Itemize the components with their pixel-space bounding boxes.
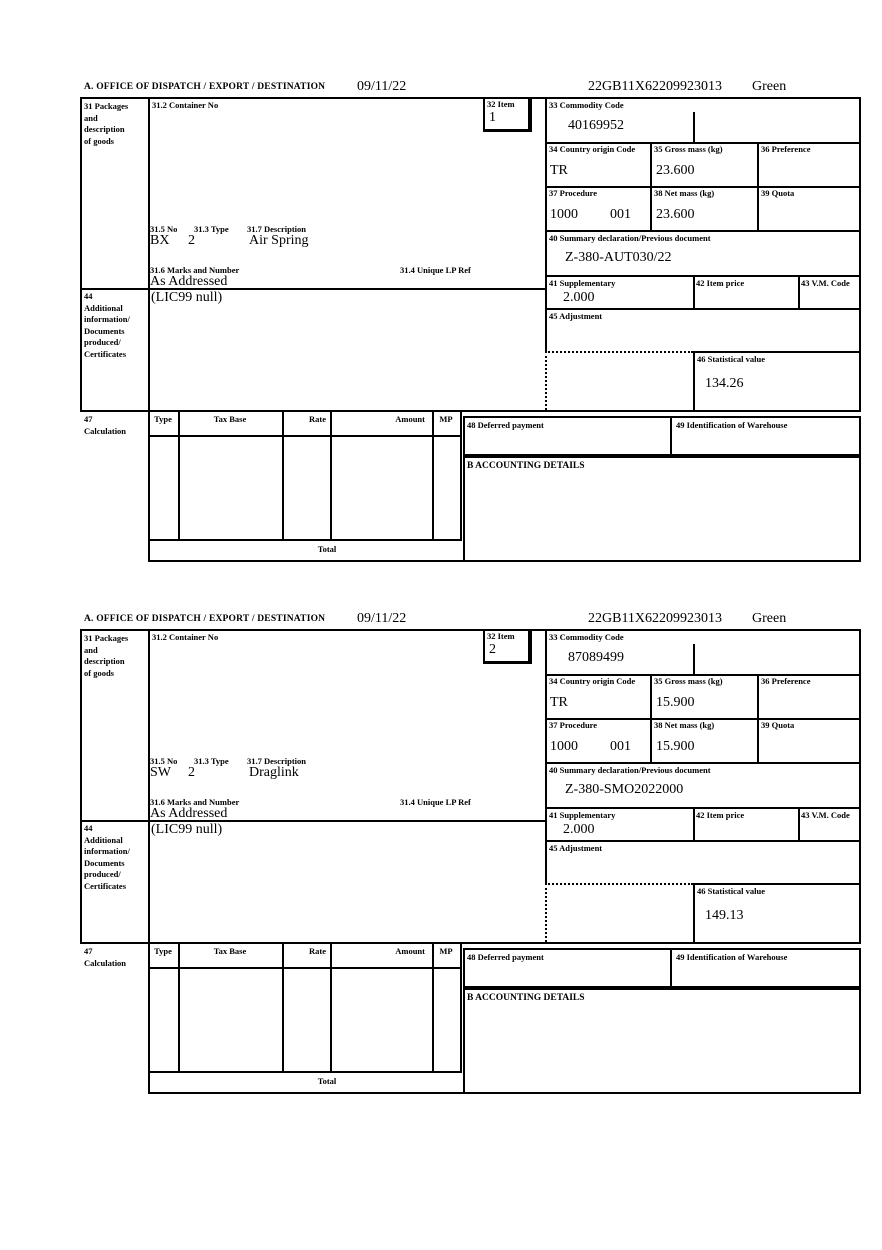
calc-col-tax-base: Tax Base [213,946,247,956]
office-of-dispatch-label: A. OFFICE OF DISPATCH / EXPORT / DESTINATION [84,82,326,92]
form-line-row41-top [545,807,861,809]
net-mass-value: 15.900 [656,739,695,754]
item-label: 32 Item [487,631,515,641]
country-origin-label: 34 Country origin Code [549,144,636,154]
packages-description-label: 31 Packages and description of goods [84,633,129,678]
packages-type-value: 2 [188,765,195,780]
statistical-value-label: 46 Statistical value [697,354,765,364]
preference-label: 36 Preference [761,676,811,686]
summary-declaration-label: 40 Summary declaration/Previous document [549,765,711,775]
form-line-row45-top [545,840,861,842]
container-no-label: 31.2 Container No [152,100,219,110]
country-origin-value: TR [550,163,568,178]
form-line-col36-left [757,674,759,762]
form-line-calc-top [80,942,861,944]
packages-no-value: BX [150,233,170,248]
calc-line-table-bottom [148,1071,462,1073]
commodity-code-divider [693,644,695,674]
additional-information-label: 44 Additional information/ Documents produced/ Certificates [84,291,130,359]
total-row-left [148,1071,150,1094]
packages-no-label: 31.5 No [150,224,178,234]
unique-lp-ref-label: 31.4 Unique LP Ref [400,797,471,807]
commodity-code-label: 33 Commodity Code [549,100,624,110]
form-line-col43-left [798,275,800,308]
item-number-value: 2 [489,642,496,657]
calc-line-table-right [460,942,462,1071]
procedure-label: 37 Procedure [549,720,598,730]
declaration-reference: 22GB11X62209923013 [588,79,723,94]
warehouse-identification-label: 49 Identification of Warehouse [676,952,788,962]
calc-line-rate-left [282,410,284,539]
commodity-code-value: 40169952 [568,118,624,133]
calc-col-amount: Amount [395,414,425,424]
form-line-left [80,629,82,944]
dotted-line-horizontal [545,883,693,885]
form-line-col35-left [650,142,652,230]
gross-mass-value: 23.600 [656,163,695,178]
goods-description-value: Air Spring [249,233,309,248]
calc-line-taxbase-left [178,942,180,1071]
marks-and-number-label: 31.6 Marks and Number [150,265,240,275]
net-mass-value: 23.600 [656,207,695,222]
form-line-col42-left [693,275,695,308]
declaration-item-section [80,612,861,1094]
accounting-details-box [463,456,861,562]
summary-declaration-value: Z-380-SMO2022000 [565,782,684,797]
procedure-value-2: 001 [610,739,631,754]
calculation-label: 47 Calculation [84,414,127,436]
supplementary-label: 41 Supplementary [549,810,616,820]
gross-mass-label: 35 Gross mass (kg) [654,144,723,154]
form-line-row40-top [545,762,861,764]
calc-line-table-bottom [148,539,462,541]
deferred-payment-label: 48 Deferred payment [467,952,544,962]
total-row-left [148,539,150,562]
calc-line-mp-left [432,942,434,1071]
form-line-col43-left [798,807,800,840]
calc-line-table-right [460,410,462,539]
form-line-rightcol-left [545,629,547,883]
form-line-col42-left [693,807,695,840]
calc-line-type-left [148,410,150,539]
calc-line-header-bottom [148,435,462,437]
calc-col-type: Type [154,946,172,956]
goods-description-value: Draglink [249,765,299,780]
procedure-value: 1000 [550,739,578,754]
country-origin-label: 34 Country origin Code [549,676,636,686]
commodity-code-label: 33 Commodity Code [549,632,624,642]
calc-line-rate-left [282,942,284,1071]
procedure-label: 37 Procedure [549,188,598,198]
vm-code-label: 43 V.M. Code [801,278,850,288]
form-line-goods-left [148,629,150,944]
commodity-code-divider [693,112,695,142]
accounting-details-box [463,988,861,1094]
marks-and-number-value: As Addressed [150,806,228,821]
calc-line-type-left [148,942,150,1071]
marks-and-number-value: As Addressed [150,274,228,289]
packages-type-value: 2 [188,233,195,248]
dotted-line-vertical [545,351,547,410]
net-mass-label: 38 Net mass (kg) [654,720,715,730]
statistical-value: 149.13 [705,908,744,923]
calc-col-rate: Rate [309,414,326,424]
accounting-details-label: B ACCOUNTING DETAILS [467,993,585,1003]
dotted-line-horizontal [545,351,693,353]
declaration-reference: 22GB11X62209923013 [588,611,723,626]
form-line-row40-top [545,230,861,232]
goods-description-label: 31.7 Description [247,756,307,766]
statistical-value: 134.26 [705,376,744,391]
vm-code-label: 43 V.M. Code [801,810,850,820]
office-of-dispatch-label: A. OFFICE OF DISPATCH / EXPORT / DESTINATION [84,614,326,624]
deferred-payment-label: 48 Deferred payment [467,420,544,430]
form-line-left [80,97,82,412]
calc-col-tax-base: Tax Base [213,414,247,424]
calc-line-taxbase-left [178,410,180,539]
form-line-top [80,97,861,99]
form-line-rightcol-left [545,97,547,351]
calc-line-mp-left [432,410,434,539]
calc-col-amount: Amount [395,946,425,956]
packages-no-value: SW [150,765,171,780]
routing-status: Green [752,79,787,94]
adjustment-label: 45 Adjustment [549,311,603,321]
commodity-code-value: 87089499 [568,650,624,665]
calc-total-label: Total [317,544,337,554]
statistical-value-label: 46 Statistical value [697,886,765,896]
gross-mass-label: 35 Gross mass (kg) [654,676,723,686]
procedure-value-2: 001 [610,207,631,222]
dotted-line-vertical [545,883,547,942]
supplementary-value: 2.000 [563,290,595,305]
calc-line-header-bottom [148,967,462,969]
declaration-date: 09/11/22 [357,79,407,94]
packages-type-label: 31.3 Type [194,756,229,766]
country-origin-value: TR [550,695,568,710]
adjustment-label: 45 Adjustment [549,843,603,853]
supplementary-label: 41 Supplementary [549,278,616,288]
declaration-item-section [80,80,861,562]
warehouse-identification-label: 49 Identification of Warehouse [676,420,788,430]
packages-description-label: 31 Packages and description of goods [84,101,129,146]
calc-col-rate: Rate [309,946,326,956]
summary-declaration-label: 40 Summary declaration/Previous document [549,233,711,243]
quota-label: 39 Quota [761,720,795,730]
calc-col-mp: MP [439,414,453,424]
net-mass-label: 38 Net mass (kg) [654,188,715,198]
item-price-label: 42 Item price [696,278,745,288]
form-line-calc-top [80,410,861,412]
routing-status: Green [752,611,787,626]
form-line-row45-top [545,308,861,310]
packages-type-label: 31.3 Type [194,224,229,234]
calc-line-amount-left [330,942,332,1071]
form-line-col36-left [757,142,759,230]
container-no-label: 31.2 Container No [152,632,219,642]
additional-information-label: 44 Additional information/ Documents produced/ Certificates [84,823,130,891]
packages-no-label: 31.5 No [150,756,178,766]
supplementary-value: 2.000 [563,822,595,837]
unique-lp-ref-label: 31.4 Unique LP Ref [400,265,471,275]
item-price-label: 42 Item price [696,810,745,820]
preference-label: 36 Preference [761,144,811,154]
quota-label: 39 Quota [761,188,795,198]
calc-col-mp: MP [439,946,453,956]
summary-declaration-value: Z-380-AUT030/22 [565,250,672,265]
calculation-label: 47 Calculation [84,946,127,968]
form-line-goods-left [148,97,150,412]
declaration-date: 09/11/22 [357,611,407,626]
marks-and-number-label: 31.6 Marks and Number [150,797,240,807]
item-number-value: 1 [489,110,496,125]
additional-information-value: (LIC99 null) [151,822,223,837]
calc-total-label: Total [317,1076,337,1086]
additional-information-value: (LIC99 null) [151,290,223,305]
procedure-value: 1000 [550,207,578,222]
goods-description-label: 31.7 Description [247,224,307,234]
accounting-details-label: B ACCOUNTING DETAILS [467,461,585,471]
item-label: 32 Item [487,99,515,109]
form-line-top [80,629,861,631]
calc-col-type: Type [154,414,172,424]
form-line-row41-top [545,275,861,277]
calc-line-amount-left [330,410,332,539]
gross-mass-value: 15.900 [656,695,695,710]
form-line-col35-left [650,674,652,762]
